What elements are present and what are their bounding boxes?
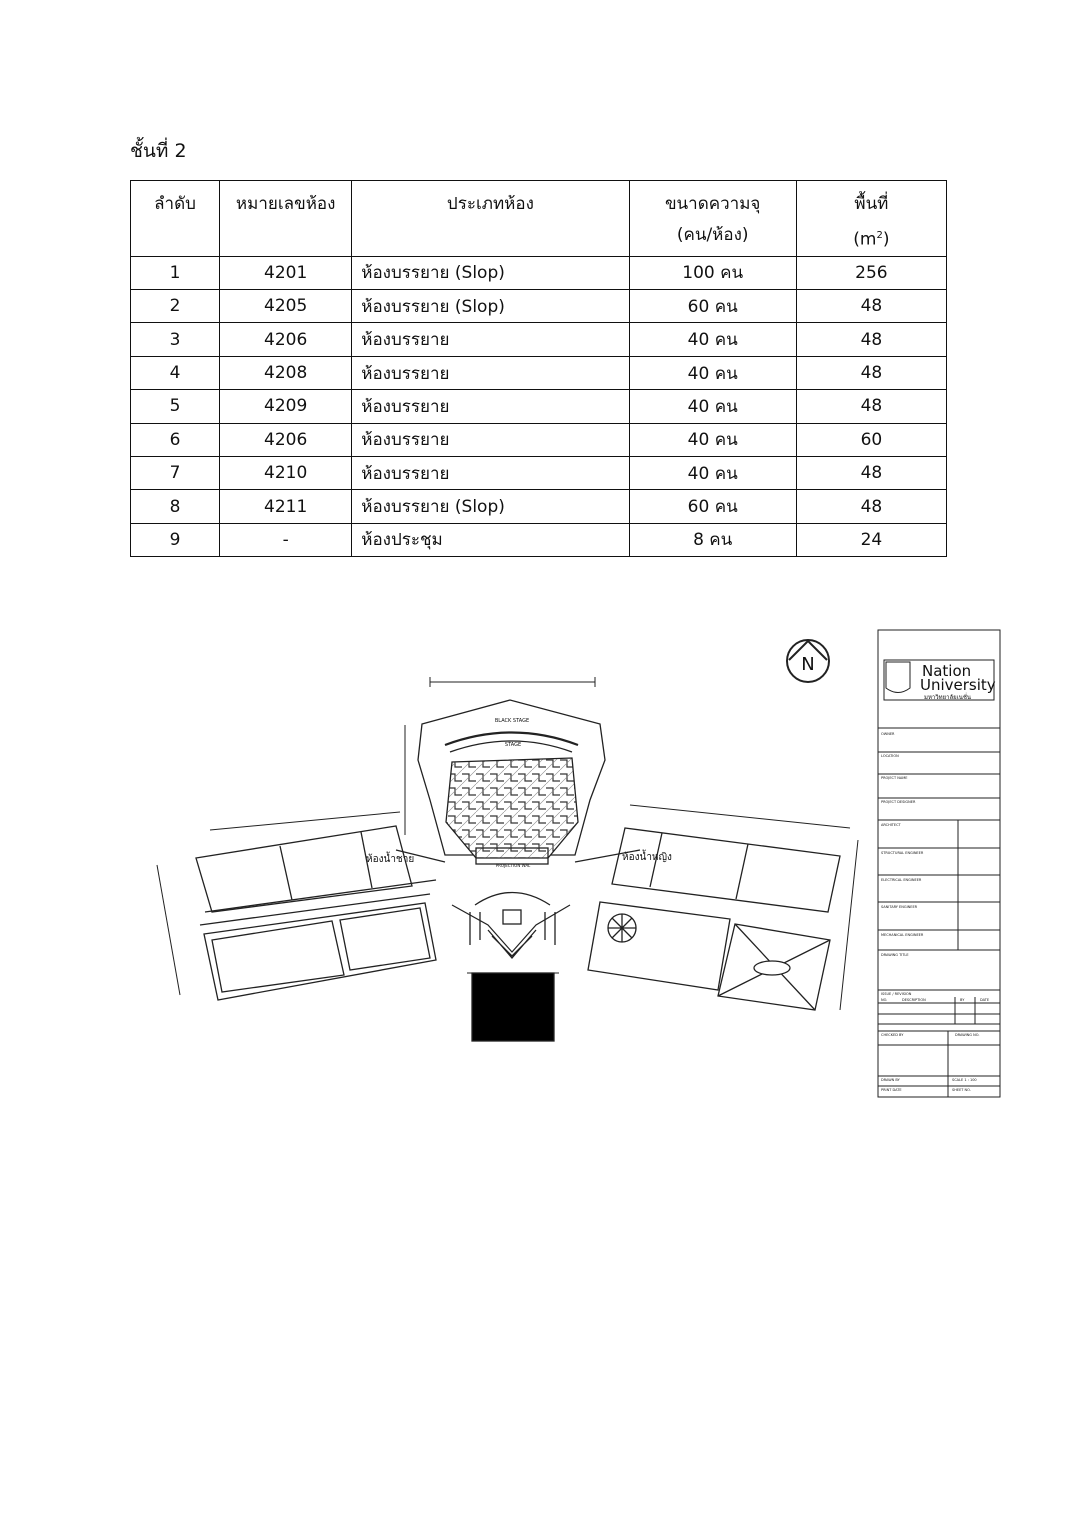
tb-drawing-no: DRAWING NO. [955,1033,980,1037]
cell-area: 48 [796,457,946,490]
floor-plan-drawing [150,620,1010,1110]
cell-no: 9 [131,523,220,556]
restroom-right-label: ห้องน้ำหญิง [622,852,672,863]
header-area-unit: (m [853,229,877,250]
cell-capacity: 60 คน [629,490,796,523]
tb-architect: ARCHITECT [881,823,901,827]
tb-owner: OWNER [881,732,895,736]
cell-capacity: 40 คน [629,423,796,456]
tb-scale: SCALE 1 : 100 [952,1078,977,1082]
cell-area: 48 [796,390,946,423]
tb-project-name: PROJECT NAME [881,776,908,780]
tb-by: BY [960,998,965,1002]
cell-area: 48 [796,490,946,523]
floor-title: ชั้นที่ 2 [130,140,187,162]
table-row [131,457,947,490]
restroom-left-label: ห้องน้ำชาย [366,854,415,865]
tb-drawing-title: DRAWING TITLE [881,953,909,957]
auditorium [396,700,640,864]
tb-structural: STRUCTURAL ENGINEER [881,851,924,855]
cell-capacity: 40 คน [629,457,796,490]
cell-area: 48 [796,290,946,323]
header-no: ลำดับ [131,181,220,257]
table-row [131,356,947,389]
header-area-close: ) [882,229,890,250]
tb-date: DATE [980,998,990,1002]
header-capacity [629,181,796,257]
cell-type: ห้องบรรยาย [352,457,629,490]
cell-type: ห้องบรรยาย (Slop) [352,290,629,323]
table-body [131,256,947,557]
cell-area: 60 [796,423,946,456]
tb-sheet: SHEET NO. [952,1088,971,1092]
table-row [131,523,947,556]
cell-room: 4208 [220,356,352,389]
cell-area: 48 [796,356,946,389]
cell-no: 4 [131,356,220,389]
room-table [130,180,947,557]
tb-issue-revision: ISSUE / REVISION [881,992,912,996]
tb-print-date: PRINT DATE [881,1088,902,1092]
cell-type: ห้องบรรยาย [352,323,629,356]
cell-capacity: 40 คน [629,323,796,356]
header-room-type: ประเภทห้อง [352,181,629,257]
tb-checked: CHECKED BY [881,1033,904,1037]
stage-back-label: BLACK STAGE [494,718,530,724]
central-staircase [452,893,570,959]
cell-no: 8 [131,490,220,523]
cell-capacity: 40 คน [629,356,796,389]
cell-room: 4209 [220,390,352,423]
tb-mechanical: MECHANICAL ENGINEER [881,933,924,937]
cell-area: 24 [796,523,946,556]
cell-no: 1 [131,256,220,289]
cell-room: 4206 [220,323,352,356]
cell-room: 4206 [220,423,352,456]
tb-sanitary: SANITARY ENGINEER [881,905,918,909]
table-header-row [131,181,947,257]
cell-type: ห้องบรรยาย [352,390,629,423]
cell-area: 256 [796,256,946,289]
north-label: N [801,654,815,675]
header-area [796,181,946,257]
logo-line1: Nation [922,662,972,680]
table-row [131,256,947,289]
tb-drawn: DRAWN BY [881,1078,900,1082]
cell-room: 4201 [220,256,352,289]
cell-type: ห้องบรรยาย (Slop) [352,490,629,523]
cell-capacity: 100 คน [629,256,796,289]
cell-type: ห้องบรรยาย [352,356,629,389]
tb-electrical: ELECTRICAL ENGINEER [881,878,922,882]
table-row [131,390,947,423]
header-room-number: หมายเลขห้อง [220,181,352,257]
cell-capacity: 60 คน [629,290,796,323]
projection-label: PROJECTION WAL [495,863,531,868]
header-area-line1: พื้นที่ [854,194,889,214]
table-row [131,423,947,456]
cell-area: 48 [796,323,946,356]
tb-description: DESCRIPTION [902,998,926,1002]
cell-room: - [220,523,352,556]
logo-line2: University [920,676,996,694]
cell-room: 4210 [220,457,352,490]
cell-type: ห้องประชุม [352,523,629,556]
cell-room: 4211 [220,490,352,523]
header-capacity-line1: ขนาดความจุ [664,194,761,214]
logo-line3: มหาวิทยาลัยเนชั่น [924,694,972,701]
west-wing [196,826,436,1000]
stage-label: STAGE [504,742,522,748]
cell-no: 6 [131,423,220,456]
tb-no: NO. [881,998,888,1002]
cell-no: 3 [131,323,220,356]
tb-location: LOCATION [881,754,899,758]
table-row [131,290,947,323]
table-row [131,490,947,523]
cell-room: 4205 [220,290,352,323]
tb-project-designer: PROJECT DESIGNER [881,800,916,804]
floor-plan-svg [150,620,1010,1110]
cell-no: 7 [131,457,220,490]
cell-capacity: 40 คน [629,390,796,423]
cell-type: ห้องบรรยาย [352,423,629,456]
header-area-superscript: 2 [876,230,883,241]
table-row [131,323,947,356]
header-capacity-line2: (คน/ห้อง) [676,225,749,245]
cell-type: ห้องบรรยาย (Slop) [352,256,629,289]
cell-capacity: 8 คน [629,523,796,556]
cell-no: 5 [131,390,220,423]
black-block [472,973,554,1041]
cell-no: 2 [131,290,220,323]
